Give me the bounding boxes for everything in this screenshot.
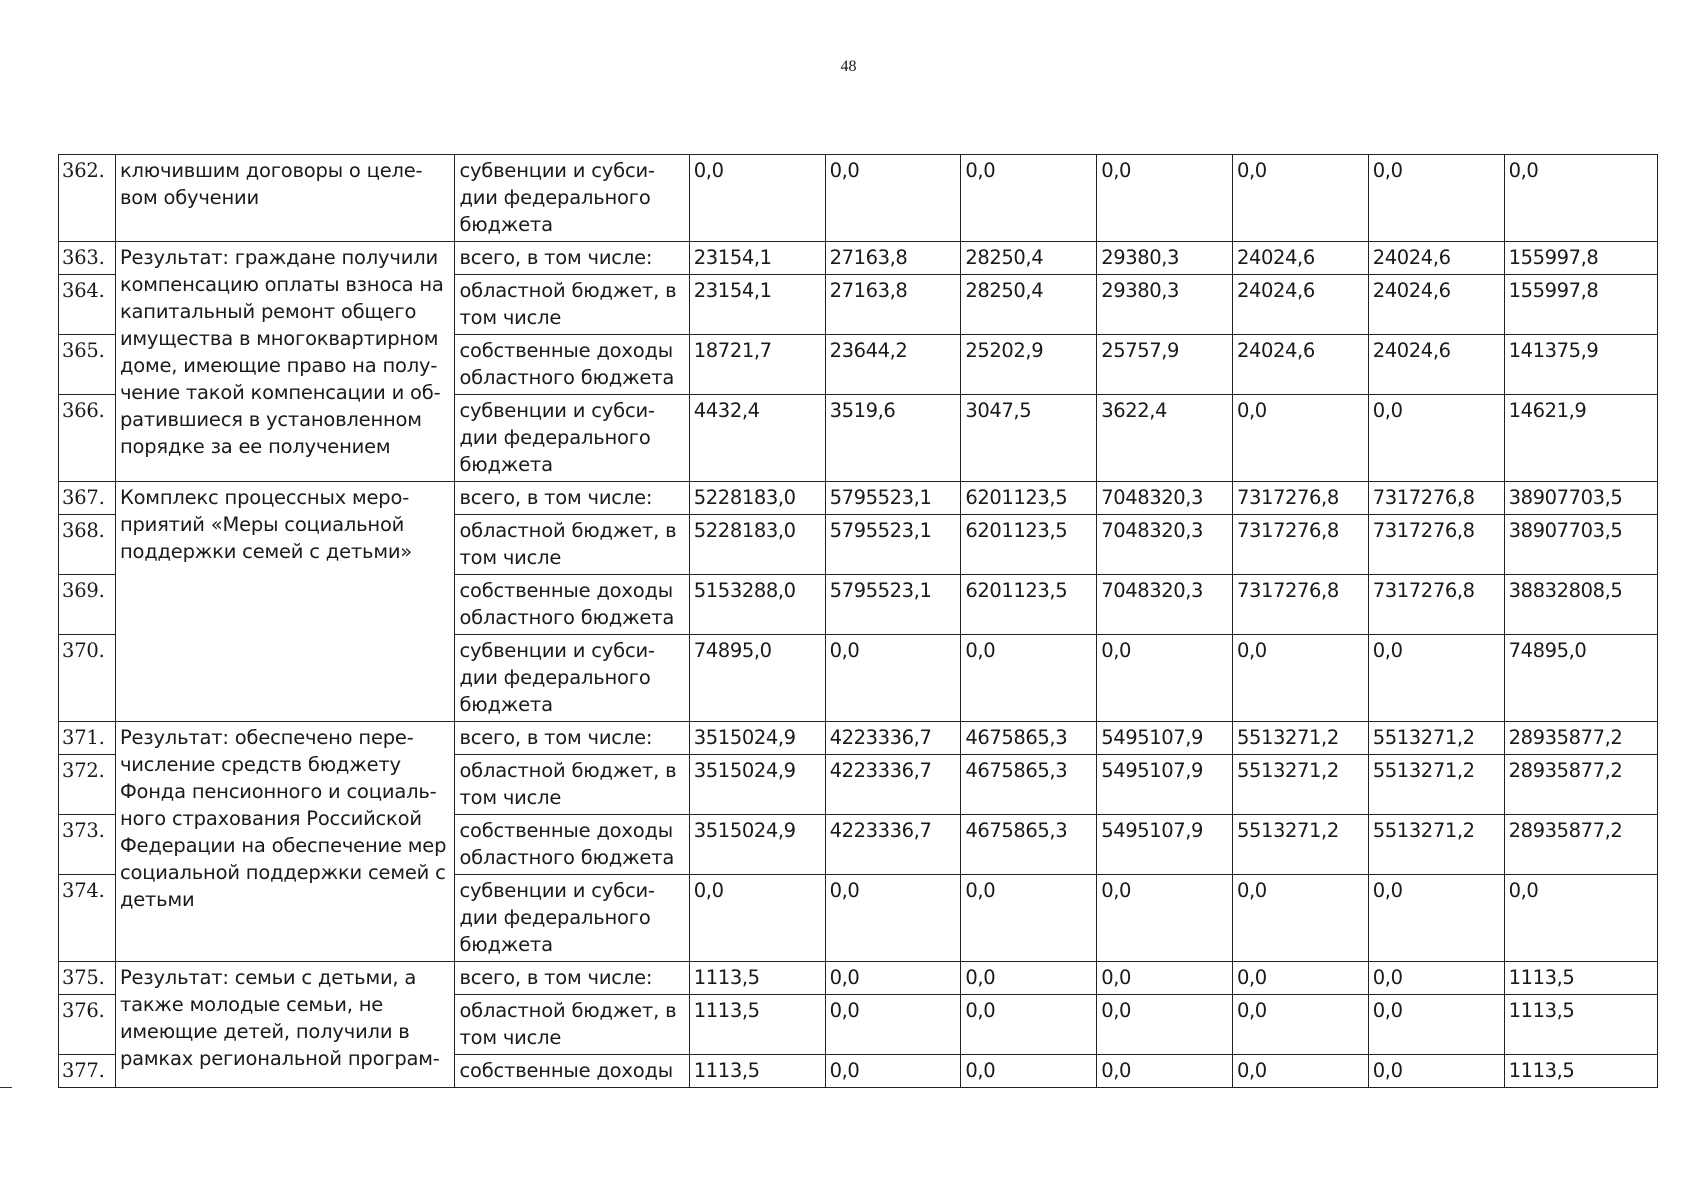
total-value: 1113,5 xyxy=(1504,995,1657,1055)
year-value: 0,0 xyxy=(1368,1055,1504,1088)
year-value: 18721,7 xyxy=(689,335,825,395)
year-value: 1113,5 xyxy=(689,962,825,995)
row-number: 365. xyxy=(59,335,116,395)
year-value: 5495107,9 xyxy=(1097,815,1233,875)
row-number: 362. xyxy=(59,155,116,242)
year-value: 7317276,8 xyxy=(1232,482,1368,515)
year-value: 5513271,2 xyxy=(1232,722,1368,755)
year-value: 3515024,9 xyxy=(689,815,825,875)
year-value: 0,0 xyxy=(825,875,961,962)
table-body xyxy=(59,155,1658,1088)
funding-source: всего, в том числе: xyxy=(455,722,689,755)
year-value: 1113,5 xyxy=(689,995,825,1055)
table-row xyxy=(59,722,1658,755)
year-value: 5795523,1 xyxy=(825,575,961,635)
funding-source: областной бюджет, в том числе xyxy=(455,755,689,815)
row-number: 363. xyxy=(59,242,116,275)
row-number: 370. xyxy=(59,635,116,722)
year-value: 0,0 xyxy=(825,635,961,722)
year-value: 7048320,3 xyxy=(1097,515,1233,575)
total-value: 0,0 xyxy=(1504,875,1657,962)
year-value: 0,0 xyxy=(961,1055,1097,1088)
funding-source: областной бюджет, в том числе xyxy=(455,995,689,1055)
funding-source: областной бюджет, в том числе xyxy=(455,515,689,575)
year-value: 27163,8 xyxy=(825,242,961,275)
total-value: 38832808,5 xyxy=(1504,575,1657,635)
year-value: 5495107,9 xyxy=(1097,755,1233,815)
year-value: 4223336,7 xyxy=(825,815,961,875)
year-value: 7317276,8 xyxy=(1368,482,1504,515)
funding-source: субвенции и субси-дии федерального бюджета xyxy=(455,155,689,242)
row-number: 369. xyxy=(59,575,116,635)
year-value: 0,0 xyxy=(1097,962,1233,995)
margin-mark xyxy=(0,1087,12,1088)
year-value: 4675865,3 xyxy=(961,815,1097,875)
year-value: 74895,0 xyxy=(689,635,825,722)
year-value: 7048320,3 xyxy=(1097,482,1233,515)
year-value: 25757,9 xyxy=(1097,335,1233,395)
item-name: Результат: семьи с детьми, а также молодые семьи, не имеющие детей, получили в рамках региональной програм- xyxy=(115,962,455,1088)
year-value: 3047,5 xyxy=(961,395,1097,482)
funding-source: всего, в том числе: xyxy=(455,962,689,995)
year-value: 3515024,9 xyxy=(689,755,825,815)
year-value: 5513271,2 xyxy=(1232,755,1368,815)
row-number: 373. xyxy=(59,815,116,875)
funding-source: собственные доходы xyxy=(455,1055,689,1088)
total-value: 141375,9 xyxy=(1504,335,1657,395)
year-value: 0,0 xyxy=(825,155,961,242)
year-value: 7048320,3 xyxy=(1097,575,1233,635)
table-row xyxy=(59,155,1658,242)
year-value: 1113,5 xyxy=(689,1055,825,1088)
year-value: 0,0 xyxy=(1368,155,1504,242)
year-value: 0,0 xyxy=(961,635,1097,722)
item-name: Результат: обеспечено пере-числение средств бюджету Фонда пенсионного и социаль-ного страхования Российской Федерации на обеспечение мер социальной поддержки семей с детьми xyxy=(115,722,455,962)
year-value: 0,0 xyxy=(1232,635,1368,722)
row-number: 376. xyxy=(59,995,116,1055)
funding-source: субвенции и субси-дии федерального бюджета xyxy=(455,395,689,482)
year-value: 4432,4 xyxy=(689,395,825,482)
year-value: 24024,6 xyxy=(1232,275,1368,335)
year-value: 0,0 xyxy=(689,155,825,242)
year-value: 28250,4 xyxy=(961,242,1097,275)
year-value: 0,0 xyxy=(1232,1055,1368,1088)
item-name: ключившим договоры о целе-вом обучении xyxy=(115,155,455,242)
year-value: 0,0 xyxy=(961,962,1097,995)
total-value: 0,0 xyxy=(1504,155,1657,242)
row-number: 366. xyxy=(59,395,116,482)
table-row xyxy=(59,242,1658,275)
year-value: 3519,6 xyxy=(825,395,961,482)
year-value: 0,0 xyxy=(1232,155,1368,242)
total-value: 38907703,5 xyxy=(1504,515,1657,575)
funding-source: всего, в том числе: xyxy=(455,482,689,515)
funding-source: субвенции и субси-дии федерального бюджета xyxy=(455,875,689,962)
table-row xyxy=(59,482,1658,515)
year-value: 5513271,2 xyxy=(1368,755,1504,815)
year-value: 28250,4 xyxy=(961,275,1097,335)
year-value: 4223336,7 xyxy=(825,722,961,755)
total-value: 1113,5 xyxy=(1504,1055,1657,1088)
year-value: 24024,6 xyxy=(1368,335,1504,395)
year-value: 0,0 xyxy=(1368,875,1504,962)
row-number: 374. xyxy=(59,875,116,962)
year-value: 0,0 xyxy=(1097,875,1233,962)
year-value: 6201123,5 xyxy=(961,482,1097,515)
total-value: 28935877,2 xyxy=(1504,755,1657,815)
table-row xyxy=(59,962,1658,995)
year-value: 6201123,5 xyxy=(961,515,1097,575)
year-value: 5228183,0 xyxy=(689,482,825,515)
year-value: 7317276,8 xyxy=(1368,575,1504,635)
year-value: 0,0 xyxy=(1368,962,1504,995)
total-value: 28935877,2 xyxy=(1504,815,1657,875)
year-value: 7317276,8 xyxy=(1232,515,1368,575)
page-number: 48 xyxy=(840,58,857,75)
year-value: 0,0 xyxy=(825,962,961,995)
funding-source: субвенции и субси-дии федерального бюджета xyxy=(455,635,689,722)
year-value: 7317276,8 xyxy=(1368,515,1504,575)
year-value: 5513271,2 xyxy=(1232,815,1368,875)
year-value: 5795523,1 xyxy=(825,482,961,515)
year-value: 27163,8 xyxy=(825,275,961,335)
year-value: 0,0 xyxy=(961,155,1097,242)
year-value: 0,0 xyxy=(1097,995,1233,1055)
year-value: 24024,6 xyxy=(1368,242,1504,275)
year-value: 0,0 xyxy=(1368,995,1504,1055)
row-number: 375. xyxy=(59,962,116,995)
item-name: Комплекс процессных меро-приятий «Меры социальной поддержки семей с детьми» xyxy=(115,482,455,722)
total-value: 14621,9 xyxy=(1504,395,1657,482)
year-value: 6201123,5 xyxy=(961,575,1097,635)
year-value: 0,0 xyxy=(1232,875,1368,962)
item-name: Результат: граждане получили компенсацию оплаты взноса на капитальный ремонт общего имущества в многоквартирном доме, имеющие право на полу-чение такой компенсации и об-ратившиеся в установленном порядке за ее получением xyxy=(115,242,455,482)
funding-source: всего, в том числе: xyxy=(455,242,689,275)
year-value: 5513271,2 xyxy=(1368,815,1504,875)
total-value: 74895,0 xyxy=(1504,635,1657,722)
row-number: 377. xyxy=(59,1055,116,1088)
total-value: 155997,8 xyxy=(1504,242,1657,275)
year-value: 3515024,9 xyxy=(689,722,825,755)
funding-source: областной бюджет, в том числе xyxy=(455,275,689,335)
year-value: 29380,3 xyxy=(1097,242,1233,275)
year-value: 24024,6 xyxy=(1232,242,1368,275)
total-value: 28935877,2 xyxy=(1504,722,1657,755)
year-value: 7317276,8 xyxy=(1232,575,1368,635)
year-value: 0,0 xyxy=(1368,635,1504,722)
year-value: 3622,4 xyxy=(1097,395,1233,482)
year-value: 4675865,3 xyxy=(961,722,1097,755)
year-value: 29380,3 xyxy=(1097,275,1233,335)
row-number: 368. xyxy=(59,515,116,575)
row-number: 364. xyxy=(59,275,116,335)
year-value: 0,0 xyxy=(1097,635,1233,722)
row-number: 367. xyxy=(59,482,116,515)
funding-source: собственные доходы областного бюджета xyxy=(455,815,689,875)
year-value: 0,0 xyxy=(1097,1055,1233,1088)
year-value: 23644,2 xyxy=(825,335,961,395)
row-number: 371. xyxy=(59,722,116,755)
row-number: 372. xyxy=(59,755,116,815)
total-value: 1113,5 xyxy=(1504,962,1657,995)
year-value: 5153288,0 xyxy=(689,575,825,635)
year-value: 0,0 xyxy=(825,995,961,1055)
year-value: 0,0 xyxy=(1368,395,1504,482)
year-value: 0,0 xyxy=(1232,995,1368,1055)
year-value: 0,0 xyxy=(825,1055,961,1088)
year-value: 5513271,2 xyxy=(1368,722,1504,755)
year-value: 24024,6 xyxy=(1368,275,1504,335)
year-value: 4223336,7 xyxy=(825,755,961,815)
year-value: 24024,6 xyxy=(1232,335,1368,395)
budget-table xyxy=(58,154,1658,1088)
year-value: 0,0 xyxy=(1097,155,1233,242)
funding-source: собственные доходы областного бюджета xyxy=(455,575,689,635)
year-value: 0,0 xyxy=(961,995,1097,1055)
year-value: 23154,1 xyxy=(689,275,825,335)
total-value: 38907703,5 xyxy=(1504,482,1657,515)
funding-source: собственные доходы областного бюджета xyxy=(455,335,689,395)
year-value: 0,0 xyxy=(961,875,1097,962)
year-value: 25202,9 xyxy=(961,335,1097,395)
year-value: 0,0 xyxy=(1232,395,1368,482)
year-value: 0,0 xyxy=(689,875,825,962)
total-value: 155997,8 xyxy=(1504,275,1657,335)
year-value: 0,0 xyxy=(1232,962,1368,995)
year-value: 4675865,3 xyxy=(961,755,1097,815)
year-value: 5795523,1 xyxy=(825,515,961,575)
year-value: 5228183,0 xyxy=(689,515,825,575)
year-value: 23154,1 xyxy=(689,242,825,275)
year-value: 5495107,9 xyxy=(1097,722,1233,755)
